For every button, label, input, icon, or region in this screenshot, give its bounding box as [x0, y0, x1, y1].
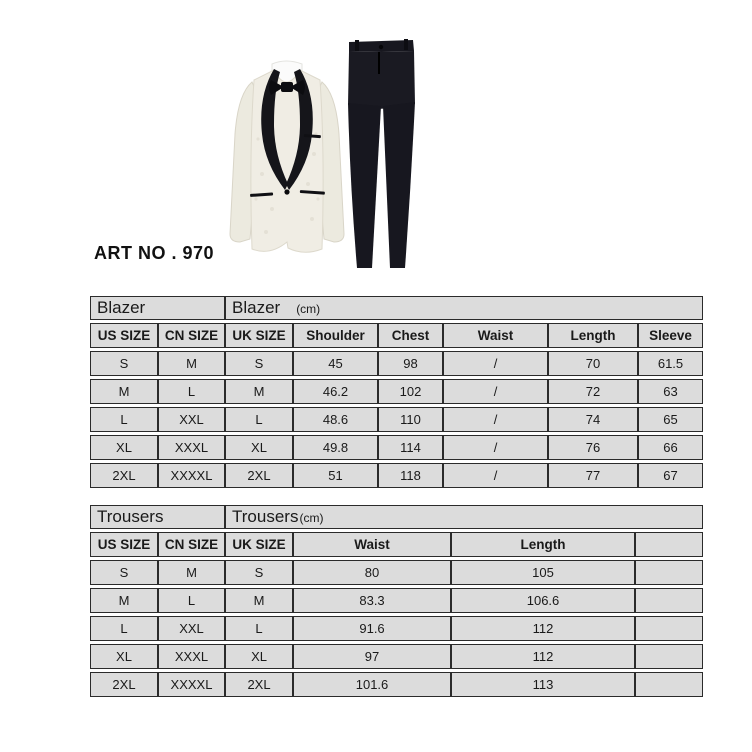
unit-label: (cm): [296, 302, 321, 316]
product-image: [222, 34, 424, 276]
table-cell: [635, 588, 703, 613]
table-cell: [635, 560, 703, 585]
table-cell: M: [158, 351, 225, 376]
table-cell: 105: [451, 560, 635, 585]
table-cell: 45: [293, 351, 378, 376]
blazer-size-table: [90, 293, 703, 491]
size-table-row: [90, 407, 703, 432]
table-cell: 67: [638, 463, 703, 488]
table-cell: 113: [451, 672, 635, 697]
table-cell: 91.6: [293, 616, 451, 641]
table-cell: L: [225, 407, 293, 432]
size-table-row: [90, 351, 703, 376]
table-cell: 2XL: [90, 672, 158, 697]
size-table-row: [90, 379, 703, 404]
table-cell: [635, 616, 703, 641]
table-cell: M: [90, 588, 158, 613]
table-cell: 2XL: [90, 463, 158, 488]
table-cell: XXL: [158, 407, 225, 432]
table-cell: 77: [548, 463, 638, 488]
table-cell: 83.3: [293, 588, 451, 613]
size-table-row: [90, 463, 703, 488]
jacket-button: [284, 189, 289, 194]
table-cell: 66: [638, 435, 703, 460]
table-cell: 112: [451, 616, 635, 641]
column-header: Chest: [378, 323, 443, 348]
table-cell: 46.2: [293, 379, 378, 404]
suit-illustration: [222, 34, 424, 276]
art-number-label: ART NO . 970: [94, 243, 215, 263]
table-title-left: [90, 296, 225, 320]
column-header: UK SIZE: [225, 532, 293, 557]
size-table-row: [90, 435, 703, 460]
table-cell: 51: [293, 463, 378, 488]
table-cell: M: [225, 379, 293, 404]
table-cell: [635, 672, 703, 697]
table-cell: 118: [378, 463, 443, 488]
table-cell: XXXL: [158, 644, 225, 669]
size-table-row: [90, 672, 703, 697]
table-cell: /: [443, 435, 548, 460]
table-cell: S: [225, 351, 293, 376]
size-table-row: [90, 616, 703, 641]
table-cell: L: [158, 588, 225, 613]
table-cell: 65: [638, 407, 703, 432]
table-cell: M: [225, 588, 293, 613]
table-title-row: [90, 296, 703, 320]
table-cell: 70: [548, 351, 638, 376]
table-cell: /: [443, 463, 548, 488]
table-cell: [635, 644, 703, 669]
table-cell: L: [158, 379, 225, 404]
column-header-row: [90, 323, 703, 348]
table-cell: 72: [548, 379, 638, 404]
table-cell: 114: [378, 435, 443, 460]
table-cell: 97: [293, 644, 451, 669]
table-title-text: Trousers: [97, 507, 164, 526]
table-cell: /: [443, 407, 548, 432]
table-cell: XL: [90, 435, 158, 460]
table-cell: 61.5: [638, 351, 703, 376]
table-cell: XL: [90, 644, 158, 669]
table-cell: /: [443, 351, 548, 376]
table-cell: 76: [548, 435, 638, 460]
table-cell: 106.6: [451, 588, 635, 613]
column-header: Sleeve: [638, 323, 703, 348]
table-cell: 98: [378, 351, 443, 376]
column-header: [635, 532, 703, 557]
table-title-text: Blazer: [232, 298, 281, 317]
table-cell: 102: [378, 379, 443, 404]
trousers-illustration: [348, 39, 415, 268]
table-cell: XXL: [158, 616, 225, 641]
column-header: US SIZE: [90, 532, 158, 557]
table-cell: XXXL: [158, 435, 225, 460]
table-title-left: [90, 505, 225, 529]
table-cell: 112: [451, 644, 635, 669]
table-title-text: Trousers: [232, 507, 299, 526]
table-cell: XXXXL: [158, 672, 225, 697]
table-cell: M: [90, 379, 158, 404]
column-header: CN SIZE: [158, 323, 225, 348]
table-cell: 49.8: [293, 435, 378, 460]
table-cell: 63: [638, 379, 703, 404]
trousers-size-table: [90, 502, 703, 700]
table-cell: L: [90, 407, 158, 432]
column-header: CN SIZE: [158, 532, 225, 557]
table-cell: 110: [378, 407, 443, 432]
table-title-text: Blazer: [97, 298, 146, 317]
column-header: UK SIZE: [225, 323, 293, 348]
table-cell: 74: [548, 407, 638, 432]
table-cell: 48.6: [293, 407, 378, 432]
column-header: Shoulder: [293, 323, 378, 348]
column-header: Length: [451, 532, 635, 557]
column-header: US SIZE: [90, 323, 158, 348]
column-header: Waist: [293, 532, 451, 557]
table-cell: M: [158, 560, 225, 585]
column-header: Length: [548, 323, 638, 348]
table-title-right: [225, 296, 703, 320]
table-cell: 101.6: [293, 672, 451, 697]
table-cell: L: [90, 616, 158, 641]
tuxedo-jacket-illustration: [230, 61, 344, 252]
column-header-row: [90, 532, 703, 557]
size-table-row: [90, 588, 703, 613]
table-cell: 80: [293, 560, 451, 585]
table-cell: XL: [225, 644, 293, 669]
table-cell: 2XL: [225, 463, 293, 488]
table-cell: L: [225, 616, 293, 641]
table-cell: S: [90, 560, 158, 585]
table-cell: XL: [225, 435, 293, 460]
table-cell: /: [443, 379, 548, 404]
table-cell: S: [90, 351, 158, 376]
table-cell: 2XL: [225, 672, 293, 697]
table-title-right: [225, 505, 703, 529]
size-table-row: [90, 560, 703, 585]
column-header: Waist: [443, 323, 548, 348]
table-cell: S: [225, 560, 293, 585]
table-title-row: [90, 505, 703, 529]
unit-label: (cm): [299, 511, 324, 525]
size-table-row: [90, 644, 703, 669]
table-cell: XXXXL: [158, 463, 225, 488]
